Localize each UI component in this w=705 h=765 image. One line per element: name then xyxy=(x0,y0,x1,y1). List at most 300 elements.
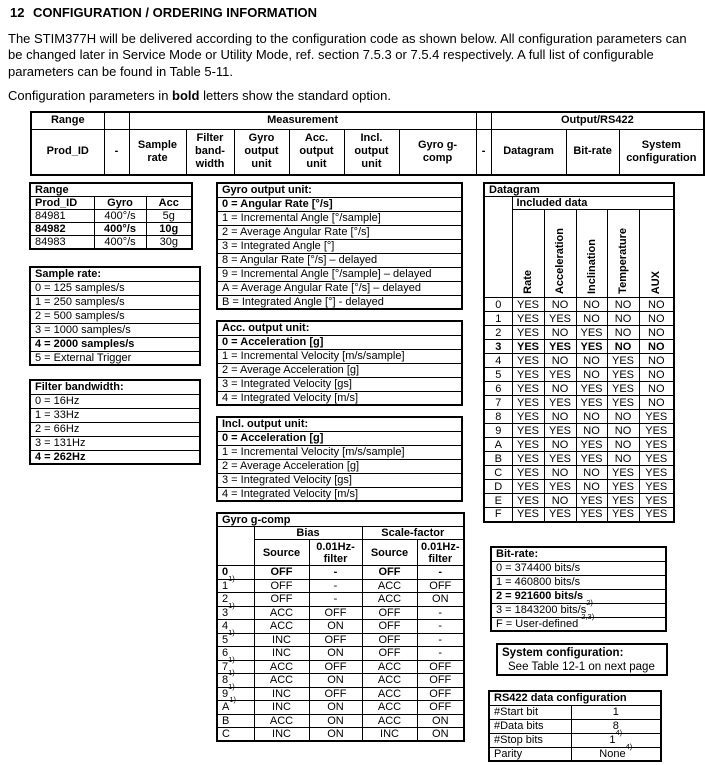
table-row xyxy=(484,340,674,354)
table-row xyxy=(484,410,674,424)
table-cell: 1 = Incremental Velocity [m/s/sample] xyxy=(217,349,462,363)
table-cell: 9 = Incremental Angle [°/sample] – delayed xyxy=(217,267,462,281)
gcomp-group-bias: Bias xyxy=(254,527,362,540)
code-column-gyro-g-comp: Gyro g-comp xyxy=(399,129,476,175)
table-cell: ACC xyxy=(362,687,417,701)
empty-group-cell xyxy=(104,112,129,129)
table-header-row xyxy=(217,321,462,335)
acc-output-unit-title: Acc. output unit: xyxy=(217,321,462,335)
system-configuration-title: System configuration: xyxy=(502,647,624,659)
table-cell: NO xyxy=(576,480,607,494)
table-cell: YES xyxy=(512,368,544,382)
table-cell: 1 = Incremental Velocity [m/s/sample] xyxy=(217,445,462,459)
table-cell: - xyxy=(417,633,464,647)
table-row xyxy=(30,408,200,422)
table-cell: YES xyxy=(544,312,576,326)
table-row xyxy=(217,267,462,281)
table-cell: YES xyxy=(512,410,544,424)
note-text-prefix: Configuration parameters in xyxy=(8,88,173,103)
table-cell: ACC xyxy=(362,714,417,728)
acc-output-unit-table xyxy=(216,320,463,406)
table-cell: YES xyxy=(512,438,544,452)
table-cell: ACC xyxy=(362,701,417,715)
table-row xyxy=(217,728,464,742)
table-row xyxy=(484,312,674,326)
table-cell: INC xyxy=(254,687,309,701)
table-cell: 400°/s xyxy=(94,236,146,250)
table-cell: $A^{1)}$ xyxy=(217,701,254,715)
table-cell: YES xyxy=(544,480,576,494)
gcomp-col-bias-filter: 0.01Hz-filter xyxy=(309,540,362,566)
table-cell: NO xyxy=(639,382,674,396)
table-cell: 4 = Integrated Velocity [m/s] xyxy=(217,487,462,501)
code-column-system-configuration: System configuration xyxy=(619,129,704,175)
table-cell: NO xyxy=(639,396,674,410)
table-row xyxy=(30,337,200,351)
table-cell: YES xyxy=(576,438,607,452)
table-cell: 1 = 460800 bits/s xyxy=(491,575,666,589)
table-cell: NO xyxy=(607,340,639,354)
table-header-row xyxy=(30,267,200,281)
table-row xyxy=(217,566,464,580)
table-cell: YES xyxy=(639,452,674,466)
table-cell: NO xyxy=(639,340,674,354)
table-cell: INC xyxy=(254,701,309,715)
table-cell: ACC xyxy=(254,660,309,674)
code-column-sample-rate: Sample rate xyxy=(129,129,186,175)
group-header-output-rs422: Output/RS422 xyxy=(491,112,704,129)
table-cell: 5g xyxy=(146,210,192,223)
filter-bandwidth-title: Filter bandwidth: xyxy=(30,380,200,394)
table-cell: YES xyxy=(512,480,544,494)
table-row xyxy=(217,606,464,620)
table-row xyxy=(484,438,674,452)
table-row xyxy=(484,326,674,340)
table-cell: YES xyxy=(512,452,544,466)
table-cell: 0 xyxy=(484,298,512,312)
table-cell: 1 xyxy=(571,705,661,719)
table-row xyxy=(217,239,462,253)
table-cell: YES xyxy=(607,396,639,410)
incl-output-unit-table xyxy=(216,416,463,502)
table-cell: NO xyxy=(576,312,607,326)
table-row xyxy=(491,575,666,589)
table-row xyxy=(489,733,661,747)
table-row xyxy=(217,714,464,728)
table-cell: OFF xyxy=(309,687,362,701)
table-row xyxy=(217,281,462,295)
table-cell: NO xyxy=(544,354,576,368)
table-cell: NO xyxy=(544,382,576,396)
table-cell: YES xyxy=(576,452,607,466)
rotated-column-label: Temperature xyxy=(617,228,629,294)
table-cell: YES xyxy=(607,466,639,480)
range-col-prod-id: Prod_ID xyxy=(30,197,94,210)
note-paragraph xyxy=(8,88,391,103)
table-cell: YES xyxy=(607,382,639,396)
table-row xyxy=(217,225,462,239)
sample-rate-title: Sample rate: xyxy=(30,267,200,281)
table-cell: 1 = 250 samples/s xyxy=(30,295,200,309)
table-row xyxy=(484,452,674,466)
section-number: 12 xyxy=(10,5,25,20)
table-cell: NO xyxy=(544,326,576,340)
table-row xyxy=(30,236,192,250)
table-cell: 1 = 33Hz xyxy=(30,408,200,422)
datagram-col-temperature xyxy=(607,210,639,298)
table-row xyxy=(491,603,666,617)
table-cell: OFF xyxy=(362,620,417,634)
table-cell: OFF xyxy=(362,647,417,661)
empty-group-cell xyxy=(476,112,491,129)
table-cell: 1 xyxy=(484,312,512,326)
rs422-data-configuration-table xyxy=(488,690,662,762)
rotated-column-label: Inclination xyxy=(585,239,598,294)
table-cell: YES xyxy=(639,480,674,494)
table-cell: NO xyxy=(576,410,607,424)
table-row xyxy=(30,351,200,365)
table-cell: ON xyxy=(309,620,362,634)
table-header-row xyxy=(217,513,464,527)
table-cell: 0 xyxy=(217,566,254,580)
table-cell: 2 = Average Acceleration [g] xyxy=(217,363,462,377)
note-bold-word: bold xyxy=(172,88,200,103)
table-row xyxy=(484,480,674,494)
table-cell: YES xyxy=(639,508,674,522)
table-cell: 84982 xyxy=(30,223,94,236)
table-cell: ACC xyxy=(254,714,309,728)
table-cell: YES xyxy=(576,340,607,354)
code-column-dash: - xyxy=(104,129,129,175)
table-cell: ON xyxy=(309,714,362,728)
table-cell: 2 = Average Acceleration [g] xyxy=(217,459,462,473)
table-row xyxy=(217,349,462,363)
intro-line-3: parameters can be found in Table 5-11. xyxy=(8,63,233,79)
table-cell: Parity xyxy=(489,747,571,761)
table-cell: 3 = Integrated Angle [°] xyxy=(217,239,462,253)
table-row xyxy=(484,368,674,382)
code-table-column-row xyxy=(31,129,704,175)
table-cell: 0 = 125 samples/s xyxy=(30,281,200,295)
table-cell: - xyxy=(417,566,464,580)
table-cell: C xyxy=(484,466,512,480)
code-column-incl-output-unit: Incl. output unit xyxy=(344,129,399,175)
table-cell: 1 = Incremental Angle [°/sample] xyxy=(217,211,462,225)
table-cell: YES xyxy=(512,298,544,312)
table-cell: NO xyxy=(639,298,674,312)
table-cell: 8 xyxy=(571,719,661,733)
table-cell: 2 = 500 samples/s xyxy=(30,309,200,323)
table-cell: #Stop bits xyxy=(489,733,571,747)
table-cell: INC xyxy=(362,728,417,742)
table-cell: 5 = External Trigger xyxy=(30,351,200,365)
table-row xyxy=(484,354,674,368)
table-row xyxy=(30,295,200,309)
table-cell: ACC xyxy=(254,674,309,688)
table-row xyxy=(484,298,674,312)
table-row xyxy=(217,674,464,688)
table-cell: OFF xyxy=(417,579,464,593)
range-col-gyro: Gyro xyxy=(94,197,146,210)
table-row xyxy=(30,323,200,337)
table-cell: NO xyxy=(639,312,674,326)
table-cell: YES xyxy=(512,312,544,326)
table-cell: 3 = Integrated Velocity [gs] xyxy=(217,473,462,487)
table-cell: YES xyxy=(512,326,544,340)
code-column-gyro-output-unit: Gyro output unit xyxy=(234,129,289,175)
table-header-row xyxy=(217,527,464,540)
table-cell: YES xyxy=(544,368,576,382)
range-table xyxy=(29,182,193,250)
table-row xyxy=(30,281,200,295)
rs422-title: RS422 data configuration xyxy=(489,691,661,705)
table-cell: YES xyxy=(607,368,639,382)
table-row xyxy=(30,394,200,408)
table-cell: OFF xyxy=(362,606,417,620)
table-row xyxy=(217,197,462,211)
table-cell: YES xyxy=(512,424,544,438)
table-cell: 6 xyxy=(484,382,512,396)
empty-header-cell xyxy=(217,527,254,566)
table-cell: YES xyxy=(576,326,607,340)
table-cell: 4 = Integrated Velocity [m/s] xyxy=(217,391,462,405)
table-cell: YES xyxy=(512,340,544,354)
table-cell: 30g xyxy=(146,236,192,250)
table-cell: 10g xyxy=(146,223,192,236)
gcomp-col-sf-filter: 0.01Hz-filter xyxy=(417,540,464,566)
table-cell: 0 = 374400 bits/s xyxy=(491,561,666,575)
table-cell: YES xyxy=(512,508,544,522)
table-cell: - xyxy=(309,566,362,580)
table-cell: OFF xyxy=(417,674,464,688)
datagram-col-rate xyxy=(512,210,544,298)
table-cell: YES xyxy=(607,480,639,494)
table-cell: 2 = 921600 bits/s xyxy=(491,589,666,603)
table-cell: 84983 xyxy=(30,236,94,250)
table-cell: ON xyxy=(417,714,464,728)
table-cell: YES xyxy=(576,494,607,508)
system-configuration-box xyxy=(496,643,668,676)
range-table-title: Range xyxy=(30,183,192,197)
code-table-group-row xyxy=(31,112,704,129)
gyro-output-unit-table xyxy=(216,182,463,310)
code-column-acc-output-unit: Acc. output unit xyxy=(289,129,344,175)
table-cell: YES xyxy=(544,396,576,410)
table-cell: NO xyxy=(544,466,576,480)
table-cell: ACC xyxy=(362,579,417,593)
table-cell: YES xyxy=(576,382,607,396)
table-cell: F xyxy=(484,508,512,522)
table-cell: OFF xyxy=(362,566,417,580)
table-cell: NO xyxy=(607,452,639,466)
datagram-subtitle: Included data xyxy=(512,197,674,210)
gyro-g-comp-title: Gyro g-comp xyxy=(217,513,464,527)
table-row xyxy=(30,436,200,450)
table-row xyxy=(30,450,200,464)
group-header-measurement: Measurement xyxy=(129,112,476,129)
range-col-acc: Acc xyxy=(146,197,192,210)
table-cell: - xyxy=(417,620,464,634)
table-cell: E xyxy=(484,494,512,508)
intro-line-1: The STIM377H will be delivered according to the configuration code as shown below. All configuration parameters can xyxy=(8,31,687,46)
intro-line-2: be changed later in Service Mode or Utility Mode, ref. section 7.5.3 or 7.5.4 respectively. A full list of configurable xyxy=(8,47,654,63)
table-cell: YES xyxy=(607,354,639,368)
table-cell: 3 = 1843200 bits/$s^{2)}$ xyxy=(491,603,666,617)
table-cell: YES xyxy=(639,466,674,480)
table-cell: ON xyxy=(309,647,362,661)
table-cell: ON xyxy=(417,593,464,607)
table-cell: 0 = Angular Rate [°/s] xyxy=(217,197,462,211)
table-cell: B = Integrated Angle [°] - delayed xyxy=(217,295,462,309)
table-cell: 4 = 262Hz xyxy=(30,450,200,464)
table-cell: NO xyxy=(639,368,674,382)
table-cell: YES xyxy=(607,494,639,508)
group-header-range: Range xyxy=(31,112,104,129)
table-header-row xyxy=(484,197,674,210)
table-cell: - xyxy=(309,593,362,607)
incl-output-unit-title: Incl. output unit: xyxy=(217,417,462,431)
table-cell: A = Average Angular Rate [°/s] – delayed xyxy=(217,281,462,295)
code-column-bit-rate: Bit-rate xyxy=(566,129,619,175)
section-title: CONFIGURATION / ORDERING INFORMATION xyxy=(33,5,318,20)
table-row xyxy=(217,660,464,674)
table-row xyxy=(217,459,462,473)
table-cell: 400°/s xyxy=(94,210,146,223)
table-cell: ACC xyxy=(254,620,309,634)
table-cell: OFF xyxy=(309,660,362,674)
table-cell: OFF xyxy=(254,593,309,607)
table-cell: YES xyxy=(639,410,674,424)
filter-bandwidth-table xyxy=(29,379,201,465)
table-cell: 3 = Integrated Velocity [gs] xyxy=(217,377,462,391)
table-cell: NO xyxy=(639,354,674,368)
table-cell: NO xyxy=(576,354,607,368)
table-header-row xyxy=(30,380,200,394)
table-row xyxy=(217,473,462,487)
table-cell: YES xyxy=(639,494,674,508)
table-cell: 4 xyxy=(217,620,254,634)
table-cell: NO xyxy=(544,438,576,452)
bit-rate-table xyxy=(490,546,667,632)
table-row xyxy=(484,466,674,480)
rotated-column-label: Rate xyxy=(522,270,534,294)
table-cell: YES xyxy=(576,396,607,410)
configuration-code-table xyxy=(30,111,705,176)
gcomp-group-scale-factor: Scale-factor xyxy=(362,527,464,540)
table-cell: YES xyxy=(512,494,544,508)
table-cell: OFF xyxy=(417,660,464,674)
code-column-datagram: Datagram xyxy=(491,129,566,175)
table-header-row xyxy=(217,183,462,197)
rotated-column-label: AUX xyxy=(650,270,663,294)
rotated-column-label: Acceleration xyxy=(554,227,566,294)
table-cell: YES xyxy=(544,424,576,438)
table-cell: ACC xyxy=(254,606,309,620)
table-cell: 2 = 66Hz xyxy=(30,422,200,436)
table-cell: YES xyxy=(639,438,674,452)
datagram-col-aux xyxy=(639,210,674,298)
intro-paragraph xyxy=(8,31,687,80)
table-row xyxy=(30,210,192,223)
table-row xyxy=(217,295,462,309)
gcomp-col-bias-source: Source xyxy=(254,540,309,566)
table-cell: 3 xyxy=(484,340,512,354)
table-row xyxy=(30,223,192,236)
table-cell: B xyxy=(217,714,254,728)
table-cell: 2 xyxy=(217,593,254,607)
system-configuration-note: See Table 12-1 on next page xyxy=(508,661,655,673)
table-cell: 1$^{1)}$ xyxy=(217,579,254,593)
table-row xyxy=(217,253,462,267)
table-cell: 6 xyxy=(217,647,254,661)
table-cell: D xyxy=(484,480,512,494)
table-row xyxy=(484,508,674,522)
table-row xyxy=(217,211,462,225)
gyro-g-comp-table xyxy=(216,512,465,742)
table-cell: NO xyxy=(544,298,576,312)
table-cell: NO xyxy=(607,298,639,312)
table-row xyxy=(484,396,674,410)
table-row xyxy=(489,719,661,733)
table-cell: OFF xyxy=(417,701,464,715)
table-cell: ON xyxy=(309,728,362,742)
table-cell: NO xyxy=(607,424,639,438)
table-cell: ACC xyxy=(362,593,417,607)
table-cell: 2 = Average Angular Rate [°/s] xyxy=(217,225,462,239)
code-column-dash: - xyxy=(476,129,491,175)
table-cell: NO xyxy=(607,410,639,424)
table-cell: NO xyxy=(607,326,639,340)
table-header-row xyxy=(489,691,661,705)
table-cell: NO xyxy=(639,326,674,340)
note-text-suffix: letters show the standard option. xyxy=(199,88,391,103)
table-cell: 9$^{1)}$ xyxy=(217,687,254,701)
table-cell: ACC xyxy=(362,674,417,688)
table-cell: 0 = Acceleration [g] xyxy=(217,335,462,349)
gyro-output-unit-title: Gyro output unit: xyxy=(217,183,462,197)
table-cell: - xyxy=(417,647,464,661)
table-row xyxy=(484,382,674,396)
table-cell: NO xyxy=(607,312,639,326)
table-row xyxy=(217,687,464,701)
table-cell: 4 xyxy=(484,354,512,368)
table-cell: ACC xyxy=(362,660,417,674)
table-cell: OFF xyxy=(254,579,309,593)
table-row xyxy=(217,335,462,349)
table-row xyxy=(489,705,661,719)
table-cell: NO xyxy=(576,298,607,312)
table-cell: 3 = 131Hz xyxy=(30,436,200,450)
table-row xyxy=(217,377,462,391)
table-row xyxy=(217,579,464,593)
table-header-row xyxy=(491,547,666,561)
table-cell: NO xyxy=(607,438,639,452)
datagram-col-acceleration xyxy=(544,210,576,298)
table-cell: #Data bits xyxy=(489,719,571,733)
table-cell: YES xyxy=(639,424,674,438)
table-row xyxy=(217,391,462,405)
table-cell: A xyxy=(484,438,512,452)
sample-rate-table xyxy=(29,266,201,366)
gcomp-col-sf-source: Source xyxy=(362,540,417,566)
table-cell: YES xyxy=(576,508,607,522)
table-row xyxy=(489,747,661,761)
table-cell: ON xyxy=(309,701,362,715)
table-cell: OFF xyxy=(309,633,362,647)
table-cell: OFF xyxy=(254,566,309,580)
table-cell: #Start bit xyxy=(489,705,571,719)
table-cell: 400°/s xyxy=(94,223,146,236)
